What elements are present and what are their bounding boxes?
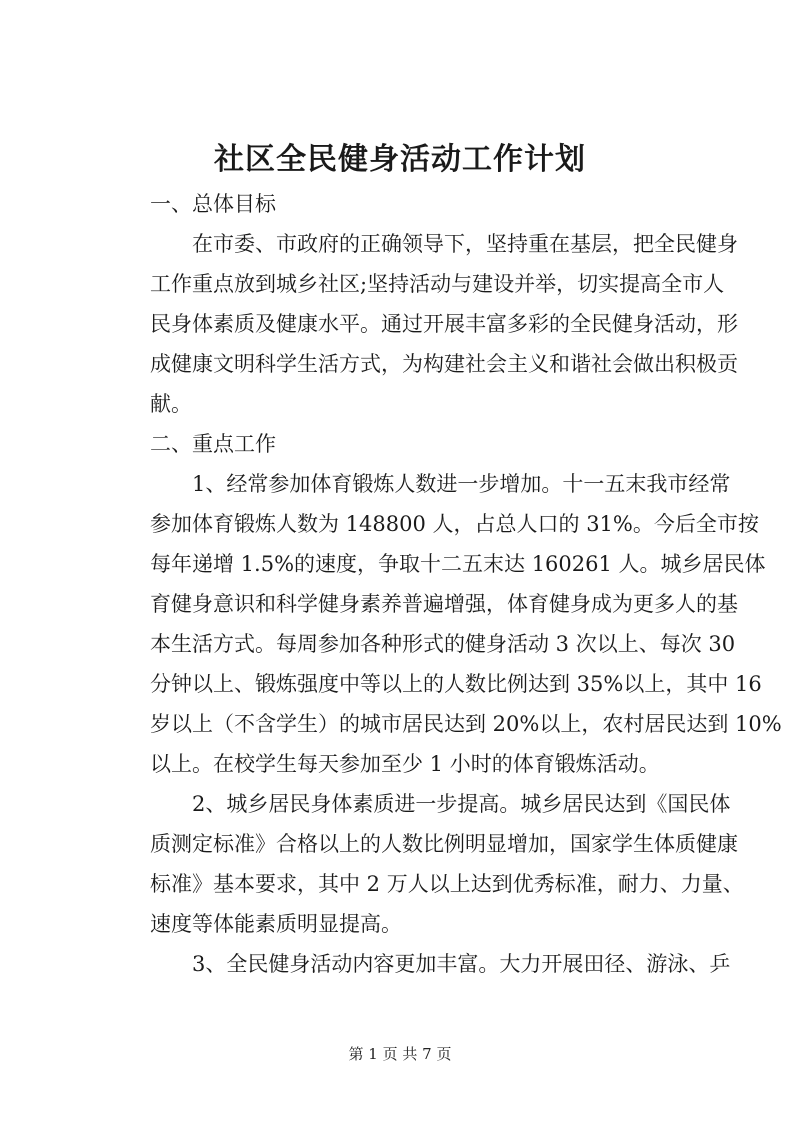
paragraph-line: 在市委、市政府的正确领导下，坚持重在基层，把全民健身	[192, 232, 738, 256]
section-heading-key-work: 二、重点工作	[150, 432, 276, 456]
paragraph-line: 参加体育锻炼人数为 148800 人，占总人口的 31%。今后全市按	[150, 512, 759, 536]
section-heading-overall-goal: 一、总体目标	[150, 192, 276, 216]
paragraph-line: 献。	[150, 392, 192, 416]
paragraph-line: 以上。在校学生每天参加至少 1 小时的体育锻炼活动。	[150, 752, 660, 776]
paragraph-line: 标准》基本要求，其中 2 万人以上达到优秀标准，耐力、力量、	[150, 872, 744, 896]
paragraph-item-3	[108, 944, 731, 984]
paragraph-line: 每年递增 1.5%的速度，争取十二五末达 160261 人。城乡居民体	[150, 552, 766, 576]
paragraph-line: 3、全民健身活动内容更加丰富。大力开展田径、游泳、乒	[192, 952, 731, 976]
paragraph-line: 民身体素质及健康水平。通过开展丰富多彩的全民健身活动，形	[150, 312, 738, 336]
document-title: 社区全民健身活动工作计划	[214, 142, 586, 177]
paragraph-line: 岁以上（不含学生）的城市居民达到 20%以上，农村居民达到 10%	[150, 712, 782, 736]
paragraph-line: 速度等体能素质明显提高。	[150, 912, 402, 936]
paragraph-line: 本生活方式。每周参加各种形式的健身活动 3 次以上、每次 30	[150, 632, 736, 656]
paragraph-overall-goal	[108, 224, 738, 424]
paragraph-line: 2、城乡居民身体素质进一步提高。城乡居民达到《国民体	[192, 792, 731, 816]
paragraph-line: 分钟以上、锻炼强度中等以上的人数比例达到 35%以上，其中 16	[150, 672, 762, 696]
paragraph-line: 1、经常参加体育锻炼人数进一步增加。十一五末我市经常	[192, 472, 731, 496]
paragraph-item-1	[108, 464, 782, 784]
paragraph-line: 质测定标准》合格以上的人数比例明显增加，国家学生体质健康	[150, 832, 738, 856]
paragraph-line: 育健身意识和科学健身素养普遍增强，体育健身成为更多人的基	[150, 592, 738, 616]
paragraph-line: 工作重点放到城乡社区;坚持活动与建设并举，切实提高全市人	[150, 272, 725, 296]
paragraph-line: 成健康文明科学生活方式，为构建社会主义和谐社会做出积极贡	[150, 352, 738, 376]
document-body	[108, 184, 782, 984]
paragraph-item-2	[108, 784, 744, 944]
page-number-footer: 第 1 页 共 7 页	[348, 1045, 452, 1063]
